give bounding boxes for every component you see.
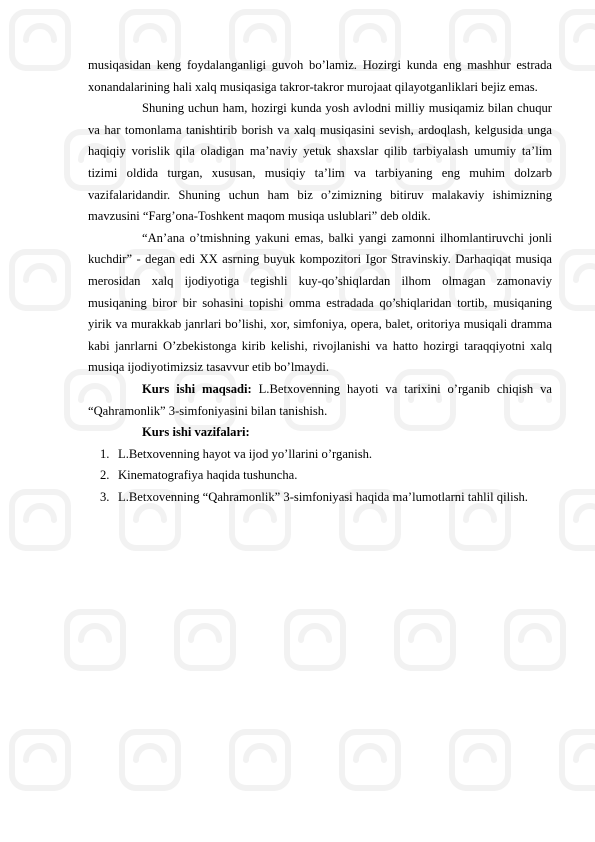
watermark-shape (67, 612, 123, 668)
list-item (88, 487, 552, 509)
tasks-list (88, 444, 552, 509)
watermark-shape (562, 252, 595, 308)
watermark-shape (177, 612, 233, 668)
watermark-arc (301, 626, 329, 640)
watermark-arc (466, 746, 494, 760)
watermark-shape (452, 732, 508, 788)
watermark-arc (521, 626, 549, 640)
watermark-arc (136, 26, 164, 40)
paragraph-3: “An’ana o’tmishning yakuni emas, balki yangi zamonni ilhomlantiruvchi jonli kuchdir” - degan edi XX asrning buyuk kompozitori Igor Stravinskiy. Darhaqiqat musiqa merosidan xalq ijodiyotiga tegishli kuy-qo’shiqlardan ilhom olmagan zamonaviy musiqaning biror bir sohasini topishi omma estradada qo’shiqlaridan tortib, musiqaning yirik va murakkab janrlari bo’lishi, xor, simfoniya, opera, balet, oritoriya musiqali dramma kabi janrlarni O’zbekistonga kirib kelishi, rivojlanishi va hatto hozirgi taraqqiyotni xalq musiqa ijodiyotimizsiz tasavvur etib bo’lmaydi. (88, 230, 552, 375)
watermark-arc (26, 746, 54, 760)
list-item-text: Kinematografiya haqida tushuncha. (118, 468, 298, 483)
watermark-shape (12, 732, 68, 788)
course-goal-text: L.Betxovenning hayoti va tarixini o’rganib chiqish va “Qahramonlik” 3-simfoniyasini bilan tanishish. (88, 381, 552, 418)
watermark-arc (576, 506, 595, 520)
watermark-shape (507, 612, 563, 668)
watermark-arc (356, 26, 384, 40)
watermark-arc (191, 626, 219, 640)
watermark-shape (12, 492, 68, 548)
list-item-number: 2. (100, 468, 110, 483)
watermark-arc (466, 26, 494, 40)
watermark-arc (411, 626, 439, 640)
watermark-arc (26, 506, 54, 520)
watermark-shape (122, 732, 178, 788)
list-item-number: 1. (100, 446, 110, 461)
watermark-shape (562, 492, 595, 548)
list-item (88, 465, 552, 487)
list-item-text: L.Betxovenning “Qahramonlik” 3-simfoniyasi haqida ma’lumotlarni tahlil qilish. (118, 489, 528, 504)
watermark-shape (232, 732, 288, 788)
watermark-shape (562, 12, 595, 68)
course-goal-label: Kurs ishi maqsadi: (142, 381, 252, 396)
watermark-arc (576, 26, 595, 40)
paragraph-2: Shuning uchun ham, hozirgi kunda yosh avlodni milliy musiqamiz bilan chuqur va har tomonlama tanishtirib borish va xalq musiqasini sevish, ardoqlash, kelgusida unga haqiqiy vorislik qila oladigan ma’naviy yetuk shaxslar qilib tarbiyalash umumiy ta’lim tizimi oldida turgan, xususan, musiqiy ta’lim va tarbiyaning eng muhim dolzarb vazifalaridandir. Shuning uchun ham biz o’zimizning bitiruv malakaviy ishimizning mavzusini “Farg’ona-Toshkent maqom musiqa uslublari” deb oldik. (88, 101, 552, 224)
watermark-shape (287, 612, 343, 668)
watermark-arc (246, 746, 274, 760)
tasks-heading: Kurs ishi vazifalari: (142, 425, 250, 440)
watermark-arc (81, 626, 109, 640)
list-item-number: 3. (100, 489, 110, 504)
watermark-shape (12, 252, 68, 308)
watermark-arc (356, 746, 384, 760)
list-item-text: L.Betxovenning hayot va ijod yo’llarini o’rganish. (118, 446, 373, 461)
paragraph-1: musiqasidan keng foydalanganligi guvoh bo’lamiz. Hozirgi kunda eng mashhur estrada xonandalarining hali xalq musiqasiga takror-takror murojaat qilayotganliklari bejiz emas. (88, 58, 552, 94)
watermark-arc (576, 266, 595, 280)
watermark-shape (12, 12, 68, 68)
watermark-shape (342, 732, 398, 788)
document-body (88, 55, 552, 508)
watermark-arc (136, 746, 164, 760)
watermark-arc (576, 746, 595, 760)
watermark-shape (397, 612, 453, 668)
course-goal (88, 379, 552, 422)
list-item (88, 444, 552, 466)
watermark-arc (246, 26, 274, 40)
watermark-arc (26, 26, 54, 40)
watermark-arc (26, 266, 54, 280)
watermark-shape (562, 732, 595, 788)
